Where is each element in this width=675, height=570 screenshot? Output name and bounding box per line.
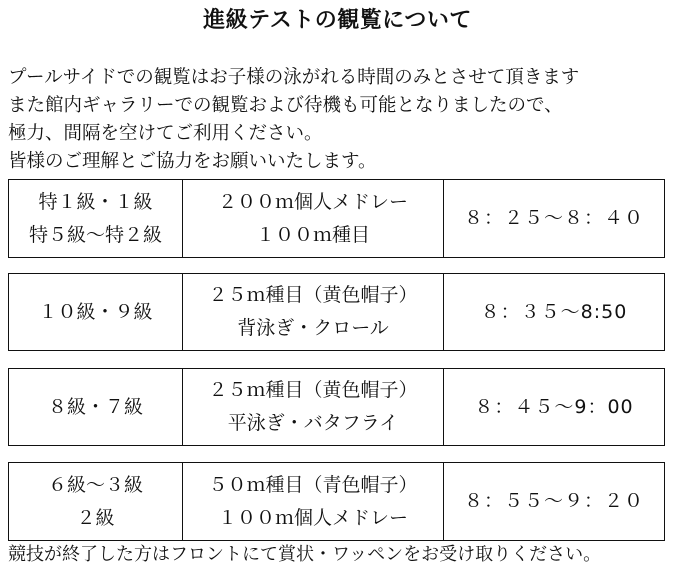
intro-line: 極力、間隔を空けてご利用ください。 [8, 123, 323, 144]
schedule-row [8, 368, 665, 446]
grade-cell [9, 463, 183, 540]
event-text: ５０ｍ種目（青色帽子） [208, 473, 418, 496]
time-text: ８：５５〜９：２０ [463, 490, 644, 512]
event-cell [183, 274, 444, 350]
time-text: ８：２５〜８：４０ [463, 207, 644, 229]
grade-text: ２級 [76, 506, 115, 529]
grade-text: １０級・９級 [38, 300, 153, 323]
intro-line: 皆様のご理解とご協力をお願いいたします。 [8, 151, 377, 172]
intro-line: また館内ギャラリーでの観覧および待機も可能となりましたので、 [8, 95, 563, 116]
time-cell [444, 180, 664, 257]
event-text: ２５ｍ種目（黄色帽子） [208, 284, 418, 306]
event-cell [183, 180, 444, 257]
event-cell [183, 369, 444, 445]
time-cell [444, 274, 664, 350]
event-text: ２５ｍ種目（黄色帽子） [208, 379, 418, 401]
grade-cell [9, 180, 183, 257]
time-text: ８：４５〜9：00 [474, 395, 634, 418]
intro-paragraph [8, 64, 673, 176]
grade-text: ６級〜３級 [47, 473, 143, 496]
page-title: 進級テストの観覧について [203, 8, 472, 33]
event-text: 平泳ぎ・バタフライ [227, 412, 399, 434]
time-cell [444, 463, 664, 540]
footer-note: 競技が終了した方はフロントにて賞状・ワッペンをお受け取りください。 [8, 544, 602, 565]
time-cell [444, 369, 664, 445]
event-text: １００ｍ個人メドレー [217, 506, 408, 529]
grade-text: 特１級・１級 [38, 190, 153, 213]
schedule-row [8, 462, 665, 541]
event-cell [183, 463, 444, 540]
event-text: ２００ｍ個人メドレー [217, 190, 408, 213]
schedule-row [8, 179, 665, 258]
schedule-row [8, 273, 665, 351]
grade-text: ８級・７級 [47, 395, 143, 418]
grade-cell [9, 274, 183, 350]
time-text: ８：３５〜8:50 [480, 300, 628, 323]
grade-text: 特５級〜特２級 [28, 223, 162, 246]
event-text: 背泳ぎ・クロール [237, 317, 389, 339]
event-text: １００ｍ種目 [255, 223, 370, 246]
intro-line: プールサイドでの観覧はお子様の泳がれる時間のみとさせて頂きます [8, 67, 580, 88]
grade-cell [9, 369, 183, 445]
